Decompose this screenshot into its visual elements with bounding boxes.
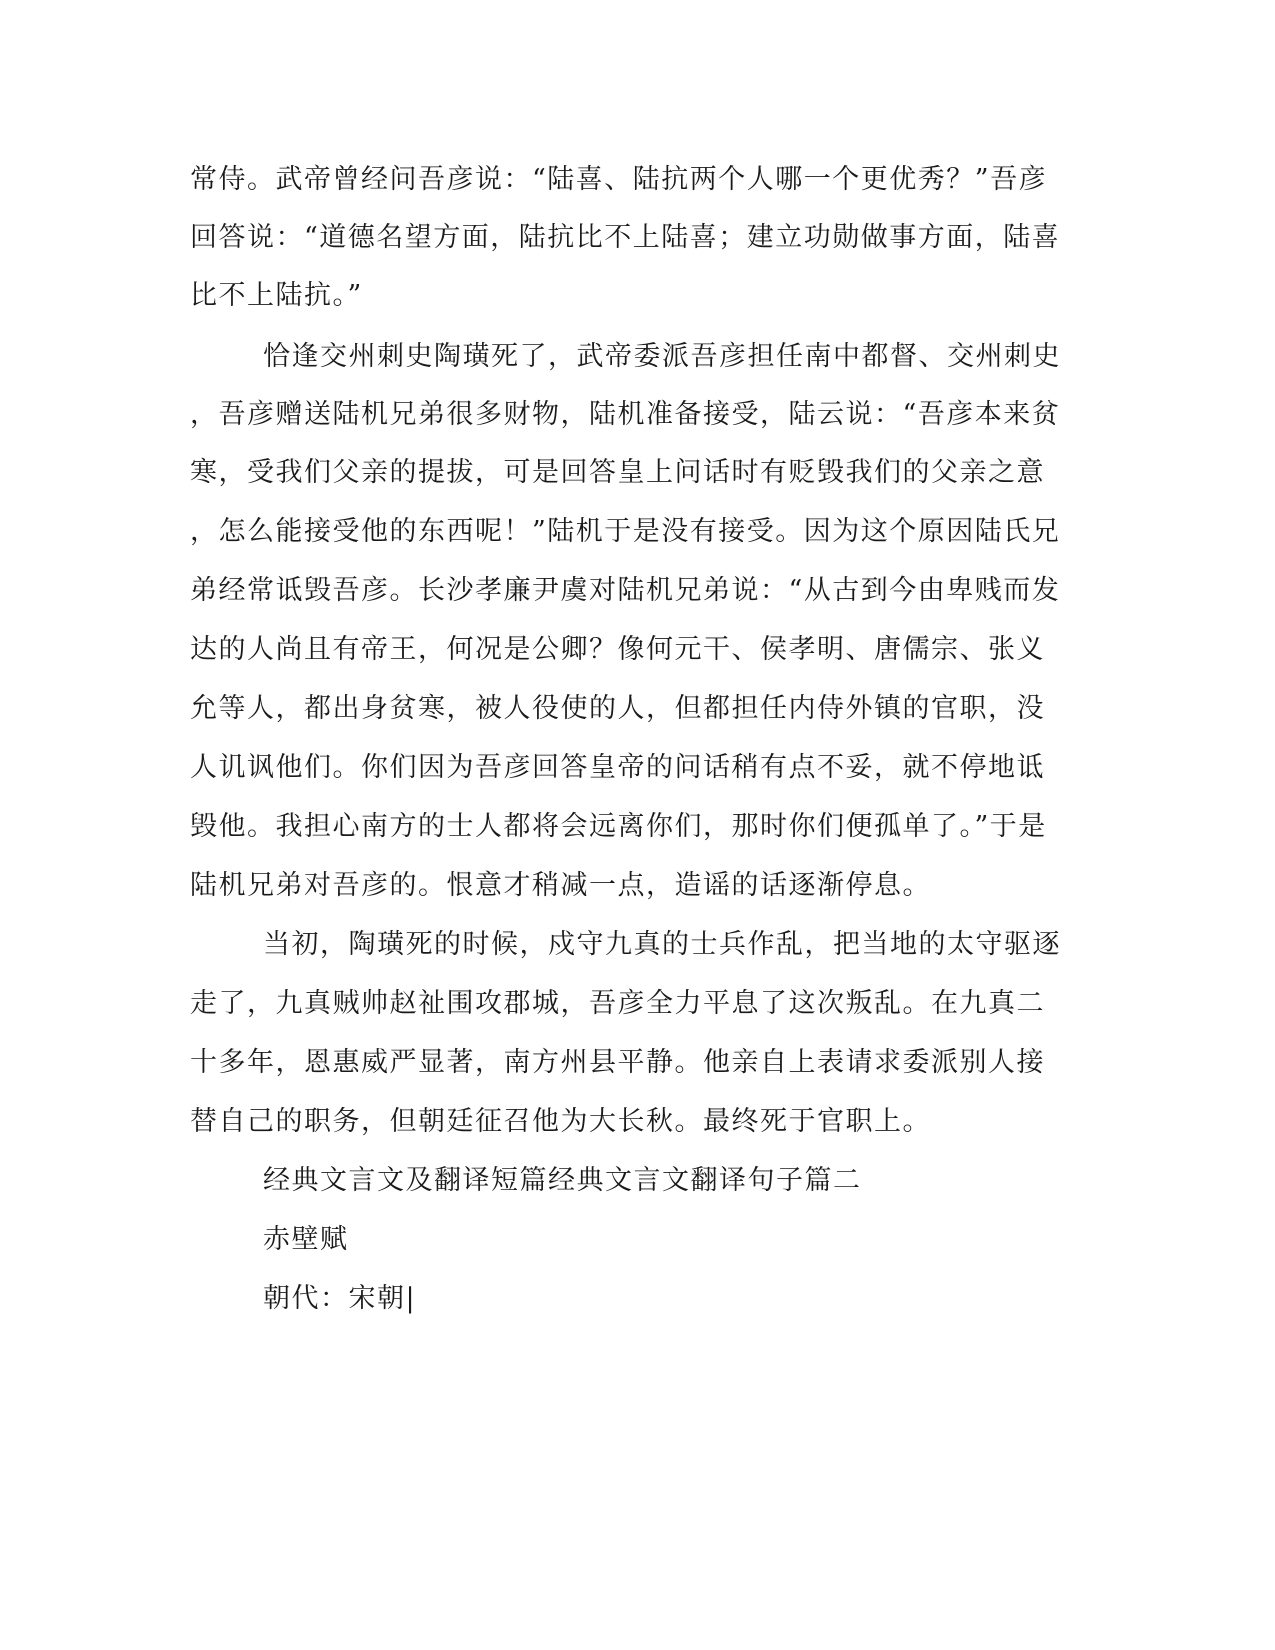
text-line: 允等人，都出身贫寒，被人役使的人，但都担任内侍外镇的官职，没: [190, 693, 1045, 724]
text-line: ，怎么能接受他的东西呢！”陆机于是没有接受。因为这个原因陆氏兄: [190, 516, 1061, 547]
text-line: 回答说：“道德名望方面，陆抗比不上陆喜；建立功勋做事方面，陆喜: [190, 222, 1061, 253]
poem-title: 赤壁赋: [263, 1224, 349, 1255]
text-line: 走了，九真贼帅赵祉围攻郡城，吾彦全力平息了这次叛乱。在九真二: [190, 988, 1045, 1019]
text-line: 替自己的职务，但朝廷征召他为大长秋。最终死于官职上。: [190, 1106, 931, 1137]
text-line: 达的人尚且有帝王，何况是公卿？像何元干、侯孝明、唐儒宗、张义: [190, 634, 1045, 665]
text-line: 陆机兄弟对吾彦的。恨意才稍减一点，造谣的话逐渐停息。: [190, 870, 931, 901]
text-line: 比不上陆抗。”: [190, 280, 363, 311]
paragraph-first-line: 当初，陶璜死的时候，戍守九真的士兵作乱，把当地的太守驱逐: [263, 929, 1061, 960]
text-line: 弟经常诋毁吾彦。长沙孝廉尹虞对陆机兄弟说：“从古到今由卑贱而发: [190, 575, 1061, 606]
text-line: 毁他。我担心南方的士人都将会远离你们，那时你们便孤单了。”于是: [190, 811, 1047, 842]
section-heading: 经典文言文及翻译短篇经典文言文翻译句子篇二: [263, 1165, 862, 1196]
text-line: ，吾彦赠送陆机兄弟很多财物，陆机准备接受，陆云说：“吾彦本来贫: [190, 399, 1061, 430]
text-line: 寒，受我们父亲的提拔，可是回答皇上问话时有贬毁我们的父亲之意: [190, 457, 1045, 488]
dynasty-line: 朝代：宋朝|: [263, 1283, 417, 1314]
text-line: 十多年，恩惠威严显著，南方州县平静。他亲自上表请求委派别人接: [190, 1047, 1045, 1078]
paragraph-first-line: 恰逢交州刺史陶璜死了，武帝委派吾彦担任南中都督、交州刺史: [263, 341, 1061, 372]
text-line: 常侍。武帝曾经问吾彦说：“陆喜、陆抗两个人哪一个更优秀？”吾彦: [190, 164, 1048, 195]
text-line: 人讥讽他们。你们因为吾彦回答皇帝的问话稍有点不妥，就不停地诋: [190, 752, 1045, 783]
